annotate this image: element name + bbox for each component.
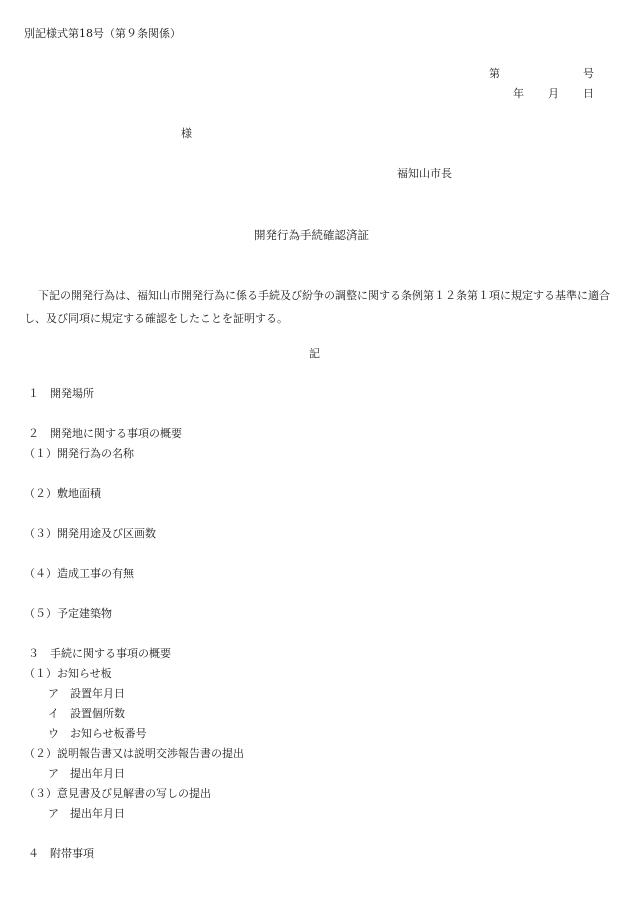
issuer-name: 福知山市長 (397, 167, 452, 180)
section-3-item: （３）意見書及び見解書の写しの提出 (24, 787, 211, 800)
section-3-heading: ３ 手続に関する事項の概要 (28, 647, 171, 660)
section-2-item: （３）開発用途及び区画数 (24, 527, 156, 540)
number-suffix: 号 (583, 67, 594, 80)
section-2-item: （５）予定建築物 (24, 607, 112, 620)
section-2-item: （１）開発行為の名称 (24, 447, 134, 460)
section-3-subitem: ア 設置年月日 (48, 687, 125, 700)
date-year: 年 (513, 87, 524, 100)
number-prefix: 第 (489, 67, 500, 80)
section-3-subitem: ア 提出年月日 (48, 767, 125, 780)
section-3-subitem: ウ お知らせ板番号 (48, 727, 147, 740)
date-day: 日 (583, 87, 594, 100)
section-3-item: （２）説明報告書又は説明交渉報告書の提出 (24, 747, 244, 760)
body-text: 下記の開発行為は、福知山市開発行為に係る手続及び紛争の調整に関する条例第１２条第１項に規定する基準に適合し、及び同項に規定する確認をしたことを証明する。 (24, 289, 610, 325)
section-2-item: （４）造成工事の有無 (24, 567, 134, 580)
section-3-subitem: ア 提出年月日 (48, 807, 125, 820)
section-2-item: （２）敷地面積 (24, 487, 101, 500)
section-2-heading: ２ 開発地に関する事項の概要 (28, 427, 182, 440)
section-3-item: （１）お知らせ板 (24, 667, 112, 680)
section-4-heading: ４ 附帯事項 (28, 847, 94, 860)
form-label: 別記様式第18号（第９条関係） (24, 27, 181, 40)
section-3-subitem: イ 設置個所数 (48, 707, 125, 720)
body-paragraph (24, 284, 610, 330)
document-title: 開発行為手続確認済証 (254, 228, 369, 242)
section-1-heading: １ 開発場所 (28, 387, 94, 400)
ki-label: 記 (309, 347, 320, 360)
addressee-honorific: 様 (181, 127, 192, 140)
date-month: 月 (548, 87, 559, 100)
